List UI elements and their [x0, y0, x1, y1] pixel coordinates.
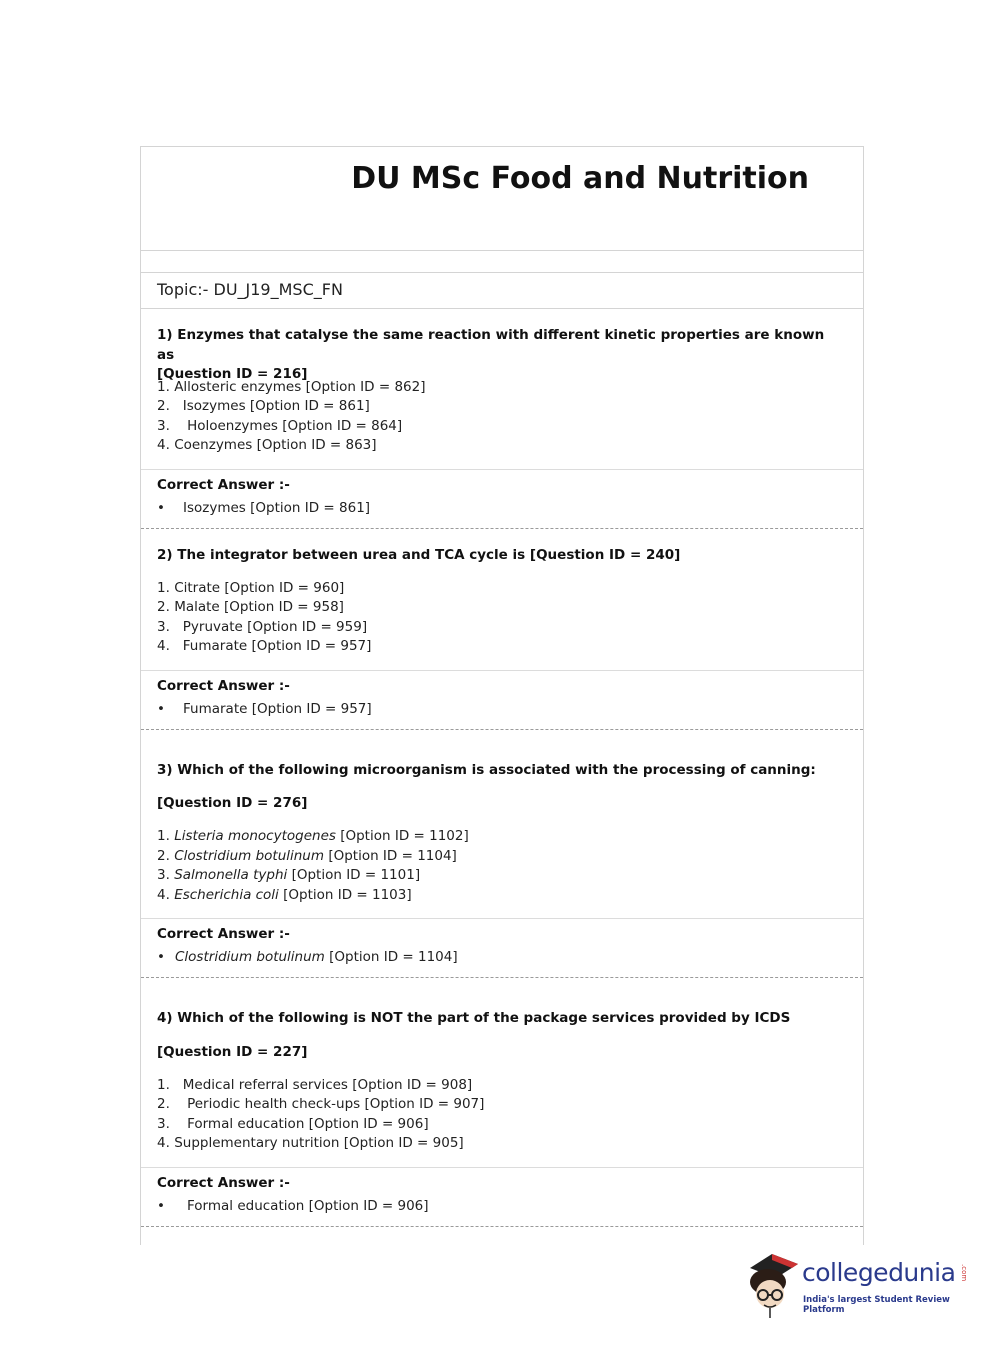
logo-tagline: India's largest Student Review Platform: [803, 1295, 950, 1315]
option-name: Formal education: [187, 1116, 305, 1132]
option-number: 4.: [157, 638, 170, 654]
answer-name: Fumarate: [183, 701, 248, 717]
divider: [141, 469, 863, 470]
q3-option-4: [157, 886, 412, 906]
option-id: [Option ID = 861]: [249, 398, 370, 414]
option-number: 2.: [157, 599, 170, 615]
question-1-id: [Question ID = 216]: [157, 366, 308, 382]
correct-answer-label: Correct Answer :-: [157, 477, 290, 493]
option-id: [Option ID = 862]: [305, 379, 426, 395]
title-section: [141, 147, 863, 251]
question-3-id: [Question ID = 276]: [157, 795, 308, 811]
option-number: 1.: [157, 828, 170, 844]
divider: [141, 1167, 863, 1168]
q4-option-4: [157, 1134, 464, 1154]
question-divider: [141, 729, 863, 730]
question-1-text: [157, 326, 837, 385]
answer-id: [Option ID = 957]: [251, 701, 372, 717]
answer-name: Clostridium botulinum: [175, 949, 325, 965]
option-id: [Option ID = 959]: [247, 619, 368, 635]
page-title: DU MSc Food and Nutrition: [351, 161, 809, 196]
option-number: 3.: [157, 418, 170, 434]
question-divider: [141, 528, 863, 529]
q2-option-2: [157, 598, 344, 618]
q3-option-1: [157, 827, 469, 847]
option-number: 3.: [157, 867, 170, 883]
answer-name: Formal education: [187, 1198, 305, 1214]
question-divider: [141, 1226, 863, 1227]
answer-id: [Option ID = 1104]: [329, 949, 458, 965]
option-name: Periodic health check-ups: [187, 1096, 361, 1112]
option-name: Fumarate: [182, 638, 248, 654]
question-3-text: [157, 761, 837, 781]
option-name: Citrate: [174, 580, 221, 596]
option-id: [Option ID = 908]: [352, 1077, 473, 1093]
question-divider: [141, 977, 863, 978]
bullet-icon: •: [157, 1198, 165, 1214]
q2-correct-answer: [157, 701, 372, 717]
bullet-icon: •: [157, 701, 165, 717]
collegedunia-logo: [742, 1250, 972, 1320]
topic-label: Topic:- DU_J19_MSC_FN: [157, 280, 343, 299]
option-number: 4.: [157, 1135, 170, 1151]
q1-option-3: [157, 417, 402, 437]
q1-correct-answer: [157, 500, 370, 516]
option-number: 3.: [157, 619, 170, 635]
option-number: 4.: [157, 437, 170, 453]
option-id: [Option ID = 1102]: [340, 828, 469, 844]
option-name: Malate: [174, 599, 220, 615]
option-number: 2.: [157, 398, 170, 414]
q1-option-4: [157, 436, 377, 456]
option-id: [Option ID = 958]: [224, 599, 344, 615]
mascot-icon: [742, 1250, 802, 1320]
divider: [141, 918, 863, 919]
question-2-line1: 2) The integrator between urea and TCA cycle is [Question ID = 240]: [157, 547, 681, 563]
option-number: 4.: [157, 887, 170, 903]
correct-answer-label: Correct Answer :-: [157, 678, 290, 694]
option-id: [Option ID = 957]: [251, 638, 372, 654]
document-page: [140, 146, 864, 1245]
topic-section: [141, 273, 863, 309]
option-id: [Option ID = 1103]: [283, 887, 412, 903]
option-name: Salmonella typhi: [174, 867, 288, 883]
q1-option-1: [157, 378, 425, 398]
option-number: 1.: [157, 1077, 170, 1093]
q1-option-2: [157, 397, 370, 417]
question-4-id: [Question ID = 227]: [157, 1044, 308, 1060]
option-id: [Option ID = 906]: [308, 1116, 429, 1132]
option-id: [Option ID = 863]: [256, 437, 377, 453]
option-name: Listeria monocytogenes: [174, 828, 336, 844]
q2-option-3: [157, 618, 367, 638]
option-name: Coenzymes: [174, 437, 253, 453]
option-id: [Option ID = 905]: [343, 1135, 464, 1151]
q4-option-2: [157, 1095, 484, 1115]
option-number: 2.: [157, 1096, 170, 1112]
option-name: Escherichia coli: [174, 887, 279, 903]
answer-name: Isozymes: [183, 500, 246, 516]
correct-answer-label: Correct Answer :-: [157, 1175, 290, 1191]
question-2-text: [157, 546, 837, 566]
option-number: 2.: [157, 848, 170, 864]
question-4-line1: 4) Which of the following is NOT the part of the package services provided by ICDS: [157, 1010, 791, 1026]
spacer-row: [141, 250, 863, 273]
option-number: 3.: [157, 1116, 170, 1132]
q4-option-1: [157, 1076, 472, 1096]
q2-option-4: [157, 637, 371, 657]
q4-correct-answer: [157, 1198, 429, 1214]
option-name: Isozymes: [182, 398, 246, 414]
option-name: Holoenzymes: [187, 418, 278, 434]
option-id: [Option ID = 864]: [282, 418, 403, 434]
bullet-icon: •: [157, 949, 165, 965]
divider: [141, 670, 863, 671]
q2-option-1: [157, 579, 344, 599]
q3-correct-answer: [157, 949, 458, 965]
option-number: 1.: [157, 379, 170, 395]
option-name: Allosteric enzymes: [174, 379, 302, 395]
option-name: Supplementary nutrition: [174, 1135, 340, 1151]
q3-option-3: [157, 866, 420, 886]
option-number: 1.: [157, 580, 170, 596]
question-4-text: [157, 1009, 837, 1029]
option-id: [Option ID = 1104]: [328, 848, 457, 864]
logo-wordmark: collegedunia: [802, 1258, 956, 1287]
option-id: [Option ID = 960]: [224, 580, 345, 596]
answer-id: [Option ID = 906]: [308, 1198, 429, 1214]
option-name: Clostridium botulinum: [174, 848, 325, 864]
option-name: Pyruvate: [182, 619, 243, 635]
question-1-line1: 1) Enzymes that catalyse the same reaction with different kinetic properties are known as: [157, 327, 825, 363]
option-id: [Option ID = 1101]: [291, 867, 421, 883]
q4-option-3: [157, 1115, 429, 1135]
answer-id: [Option ID = 861]: [250, 500, 371, 516]
logo-suffix: .com: [960, 1264, 968, 1282]
bullet-icon: •: [157, 500, 165, 516]
option-name: Medical referral services: [182, 1077, 348, 1093]
question-3-line1: 3) Which of the following microorganism is associated with the processing of canning:: [157, 762, 816, 778]
correct-answer-label: Correct Answer :-: [157, 926, 290, 942]
option-id: [Option ID = 907]: [364, 1096, 485, 1112]
q3-option-2: [157, 847, 457, 867]
